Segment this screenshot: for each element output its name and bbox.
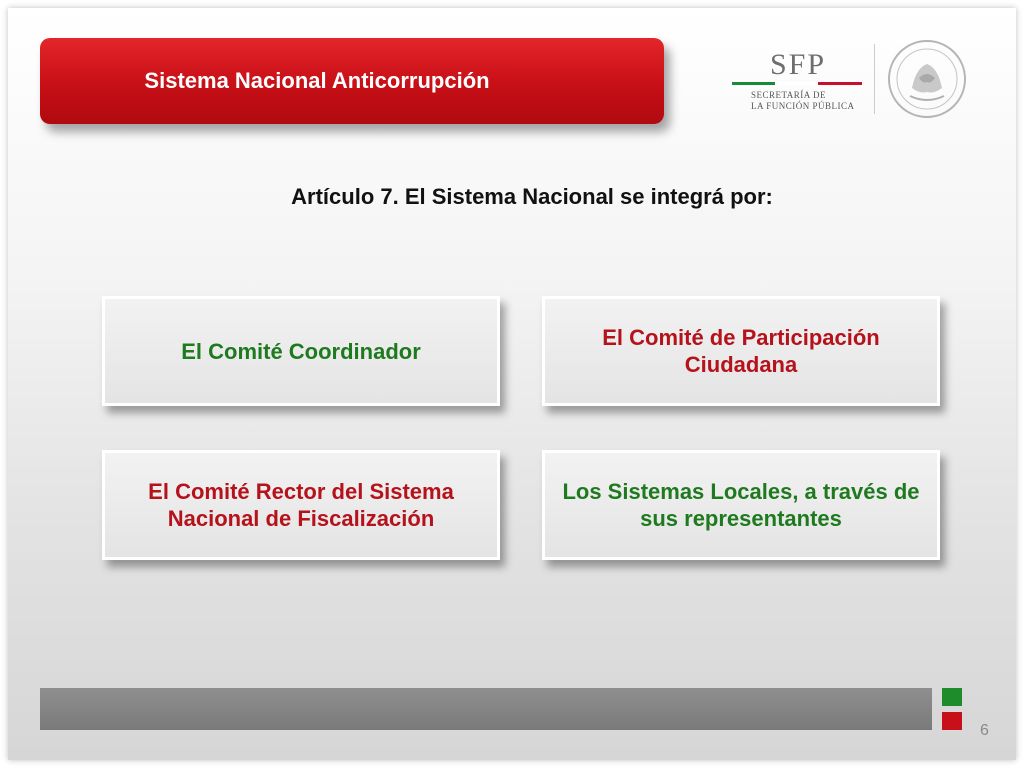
slide bbox=[8, 8, 1016, 760]
box-comite-participacion-ciudadana bbox=[542, 296, 940, 406]
footer-bar bbox=[40, 688, 932, 730]
box-label: El Comité Rector del Sistema Nacional de Fiscalización bbox=[148, 479, 454, 531]
box-comite-coordinador bbox=[102, 296, 500, 406]
slide-title: Sistema Nacional Anticorrupción bbox=[144, 68, 490, 93]
footer-red-square bbox=[942, 712, 962, 730]
slide-heading: Artículo 7. El Sistema Nacional se integrá por: bbox=[291, 184, 773, 209]
footer-green-square bbox=[942, 688, 962, 706]
box-label: El Comité Coordinador bbox=[181, 338, 421, 364]
logo-tricolor-line bbox=[732, 82, 862, 85]
box-label: Los Sistemas Locales, a través de sus representantes bbox=[562, 479, 920, 531]
logo-subtitle-1: SECRETARÍA DE bbox=[751, 90, 827, 100]
logo-subtitle-2: LA FUNCIÓN PÚBLICA bbox=[751, 101, 855, 111]
logo-sfp-text: SFP bbox=[770, 48, 827, 81]
box-comite-rector bbox=[102, 450, 500, 560]
page-number: 6 bbox=[980, 722, 989, 739]
logo-divider bbox=[874, 44, 875, 114]
sfp-logo bbox=[726, 46, 866, 118]
title-banner bbox=[40, 38, 664, 124]
mexican-seal-icon bbox=[886, 38, 968, 120]
box-sistemas-locales bbox=[542, 450, 940, 560]
box-label: El Comité de Participación Ciudadana bbox=[602, 325, 880, 377]
